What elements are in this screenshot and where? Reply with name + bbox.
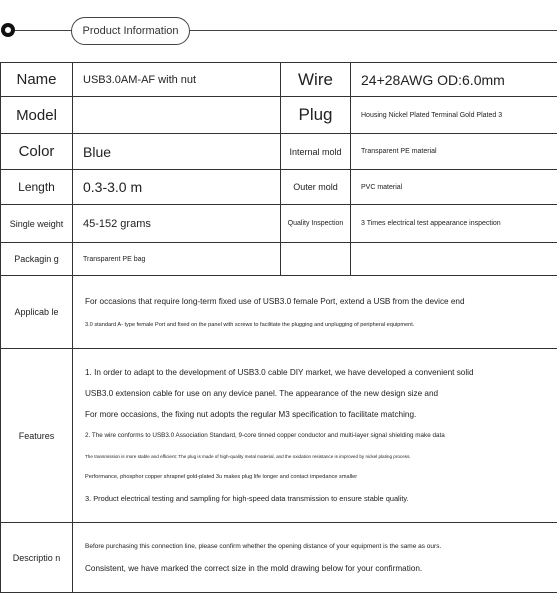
features-line: 1. In order to adapt to the development of USB3.0 cable DIY market, we have developed a convenient solid <box>85 362 545 383</box>
table-row <box>1 243 557 276</box>
empty-cell <box>281 243 351 276</box>
label-internal-mold: Internal mold <box>281 134 351 170</box>
value-model <box>73 97 281 134</box>
value-color: Blue <box>73 134 281 170</box>
empty-cell <box>351 243 557 276</box>
label-model: Model <box>1 97 73 134</box>
value-name: USB3.0AM-AF with nut <box>73 63 281 97</box>
features-line: 2. The wire conforms to USB3.0 Association Standard, 9-core tinned copper conductor and multi-layer signal shielding make data <box>85 425 545 446</box>
label-length: Length <box>1 170 73 205</box>
features-line: For more occasions, the fixing nut adopts the regular M3 specification to facilitate matching. <box>85 404 545 425</box>
product-info-table <box>0 62 557 593</box>
section-title: Product Information <box>71 17 190 45</box>
section-header <box>0 0 557 62</box>
features-line: 3. Product electrical testing and sampling for high-speed data transmission to ensure stable quality. <box>85 488 545 509</box>
features-line: USB3.0 extension cable for use on any device panel. The appearance of the new design size and <box>85 383 545 404</box>
table-row <box>1 97 557 134</box>
label-outer-mold: Outer mold <box>281 170 351 205</box>
table-row <box>1 134 557 170</box>
value-wire: 24+28AWG OD:6.0mm <box>351 63 557 97</box>
bullet-icon <box>1 23 15 37</box>
table-row <box>1 276 557 349</box>
value-plug: Housing Nickel Plated Terminal Gold Plated 3 <box>351 97 557 134</box>
label-packaging: Packagin g <box>1 243 73 276</box>
features-line: Performance, phosphor copper shrapnel gold-plated 3u makes plug life longer and contact impedance smaller <box>85 467 545 488</box>
value-description <box>73 523 557 593</box>
value-quality-inspection: 3 Times electrical test appearance inspection <box>351 205 557 243</box>
label-wire: Wire <box>281 63 351 97</box>
value-length: 0.3-3.0 m <box>73 170 281 205</box>
table-row <box>1 205 557 243</box>
label-single-weight: Single weight <box>1 205 73 243</box>
table-row <box>1 349 557 523</box>
applicable-line: For occasions that require long-term fixed use of USB3.0 female Port, extend a USB from the device end <box>85 297 545 306</box>
description-line: Consistent, we have marked the correct size in the mold drawing below for your confirmation. <box>85 564 545 573</box>
features-line: The transmission is more stable and efficient: The plug is made of high-quality metal material, and the oxidation resistance is improved by nickel plating process. <box>85 446 545 467</box>
value-internal-mold: Transparent PE material <box>351 134 557 170</box>
label-features: Features <box>1 349 73 523</box>
value-applicable <box>73 276 557 349</box>
label-quality-inspection: Quality Inspection <box>281 205 351 243</box>
table-row <box>1 523 557 593</box>
value-single-weight: 45-152 grams <box>73 205 281 243</box>
table-row <box>1 170 557 205</box>
description-line: Before purchasing this connection line, please confirm whether the opening distance of your equipment is the same as ours. <box>85 543 545 550</box>
table-row <box>1 63 557 97</box>
label-plug: Plug <box>281 97 351 134</box>
label-description: Descriptio n <box>1 523 73 593</box>
value-packaging: Transparent PE bag <box>73 243 281 276</box>
value-features <box>73 349 557 523</box>
label-color: Color <box>1 134 73 170</box>
label-applicable: Applicab le <box>1 276 73 349</box>
value-outer-mold: PVC material <box>351 170 557 205</box>
applicable-line: 3.0 standard A- type female Port and fixed on the panel with screws to facilitate the plugging and unplugging of peripheral equipment. <box>85 322 545 328</box>
label-name: Name <box>1 63 73 97</box>
